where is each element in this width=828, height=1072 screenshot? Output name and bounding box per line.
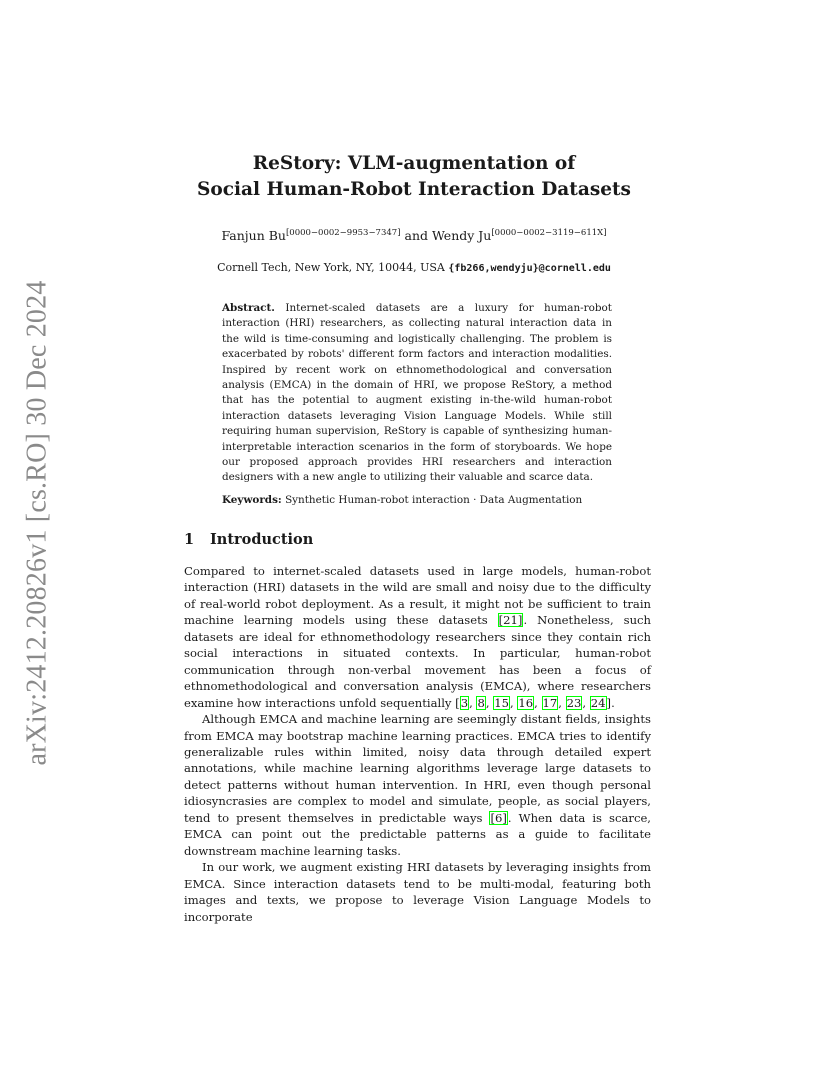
citation-link-8[interactable]: 8: [477, 695, 485, 710]
author-emails: {fb266,wendyju}@cornell.edu: [448, 263, 611, 274]
paper-title-line-1: ReStory: VLM-augmentation of: [252, 153, 576, 174]
keywords-label: Keywords:: [222, 494, 282, 506]
paper-title-line-2: Social Human-Robot Interaction Datasets: [197, 179, 631, 200]
citation-link-23[interactable]: 23: [566, 695, 582, 710]
citation-separator: ,: [558, 695, 566, 710]
section-heading-introduction: [184, 531, 313, 548]
citation-bracket-open: [: [455, 695, 460, 710]
arxiv-identifier-text: arXiv:2412.20826v1 [cs.RO] 30 Dec 2024: [22, 280, 54, 766]
abstract-text: Internet-scaled datasets are a luxury for human-robot interaction (HRI) researchers, as collecting natural interaction data in the wild is time-consuming and logistically challenging. The problem is exacerbated by robots' different form factors and interaction modalities. Inspired by recent work on ethnomethodological and conversation analysis (EMCA) in the domain of HRI, we propose ReStory, a method that has the potential to augment existing in-the-wild human-robot interaction datasets leveraging Vision Language Models. While still requiring human supervision, ReStory is capable of synthesizing human-interpretable interaction scenarios in the form of storyboards. We hope our proposed approach provides HRI researchers and interaction designers with a new angle to utilizing their valuable and scarce data.: [222, 302, 612, 484]
paper-title: [0, 151, 828, 203]
affiliation: [0, 261, 828, 274]
author-2-orcid: [0000−0002−3119−611X]: [491, 228, 607, 238]
author-1-name: Fanjun Bu: [221, 228, 286, 243]
author-connector: and: [400, 228, 432, 243]
paragraph-2: [184, 711, 651, 859]
keywords-text: Synthetic Human-robot interaction · Data Augmentation: [281, 494, 583, 506]
citation-separator: ,: [485, 695, 494, 710]
citation-link-6[interactable]: [6]: [490, 810, 507, 825]
arxiv-identifier-stamp: [18, 280, 58, 766]
citation-link-15[interactable]: 15: [494, 695, 509, 710]
section-number: 1: [184, 531, 195, 548]
citation-link-21[interactable]: [21]: [498, 613, 523, 628]
paragraph-2-text-a: Although EMCA and machine learning are seemingly distant fields, insights from EMCA may bootstrap machine learning practices. EMCA tries to identify generalizable rules within limited, noisy data through detailed expert annotations, while machine learning algorithms leverage large datasets to detect patterns without human intervention. In HRI, even though personal idiosyncrasies are complex to model and simulate, people, as social players, tend to present themselves in predictable ways: [184, 712, 651, 825]
author-2-name: Wendy Ju: [431, 228, 492, 243]
citation-separator: ,: [582, 695, 590, 710]
abstract: [222, 301, 612, 486]
paragraph-1-text-c: .: [611, 695, 615, 710]
affiliation-text: Cornell Tech, New York, NY, 10044, USA: [217, 261, 449, 274]
keywords: [222, 494, 622, 506]
section-title: Introduction: [210, 531, 314, 548]
citation-separator: ,: [534, 695, 542, 710]
paragraph-1-text-a: Compared to internet-scaled datasets used in large models, human-robot interaction (HRI) datasets in the wild are small and noisy due to the difficulty of real-world robot deployment. As a result, it might not be sufficient to train machine learning models using these datasets: [184, 564, 651, 628]
abstract-label: Abstract.: [222, 302, 275, 314]
paragraph-1: [184, 563, 651, 711]
citation-bracket-close: ]: [606, 695, 612, 710]
paragraph-1-text-b: . Nonetheless, such datasets are ideal for ethnomethodology researchers since they contain rich social interactions in situated contexts. In particular, human-robot communication through non-verbal movement has been a focus of ethnomethodological and conversation analysis (EMCA), where researchers examine how interactions unfold sequentially: [184, 613, 651, 710]
paragraph-2-text-b: . When data is scarce, EMCA can point out the predictable patterns as a guide to facilitate downstream machine learning tasks.: [184, 810, 651, 858]
citation-link-3[interactable]: 3: [460, 695, 469, 710]
citation-separator: ,: [469, 695, 477, 710]
author-list: [0, 228, 828, 243]
citation-link-24[interactable]: 24: [590, 695, 606, 710]
introduction-body: [184, 563, 651, 925]
citation-link-16[interactable]: 16: [518, 695, 534, 710]
paragraph-3: In our work, we augment existing HRI datasets by leveraging insights from EMCA. Since interaction datasets tend to be multi-modal, featuring both images and texts, we propose to leverage Vision Language Models to incorporate: [184, 860, 651, 924]
author-1-orcid: [0000−0002−9953−7347]: [285, 228, 401, 238]
citation-link-17[interactable]: 17: [542, 695, 558, 710]
citation-separator: ,: [509, 695, 518, 710]
